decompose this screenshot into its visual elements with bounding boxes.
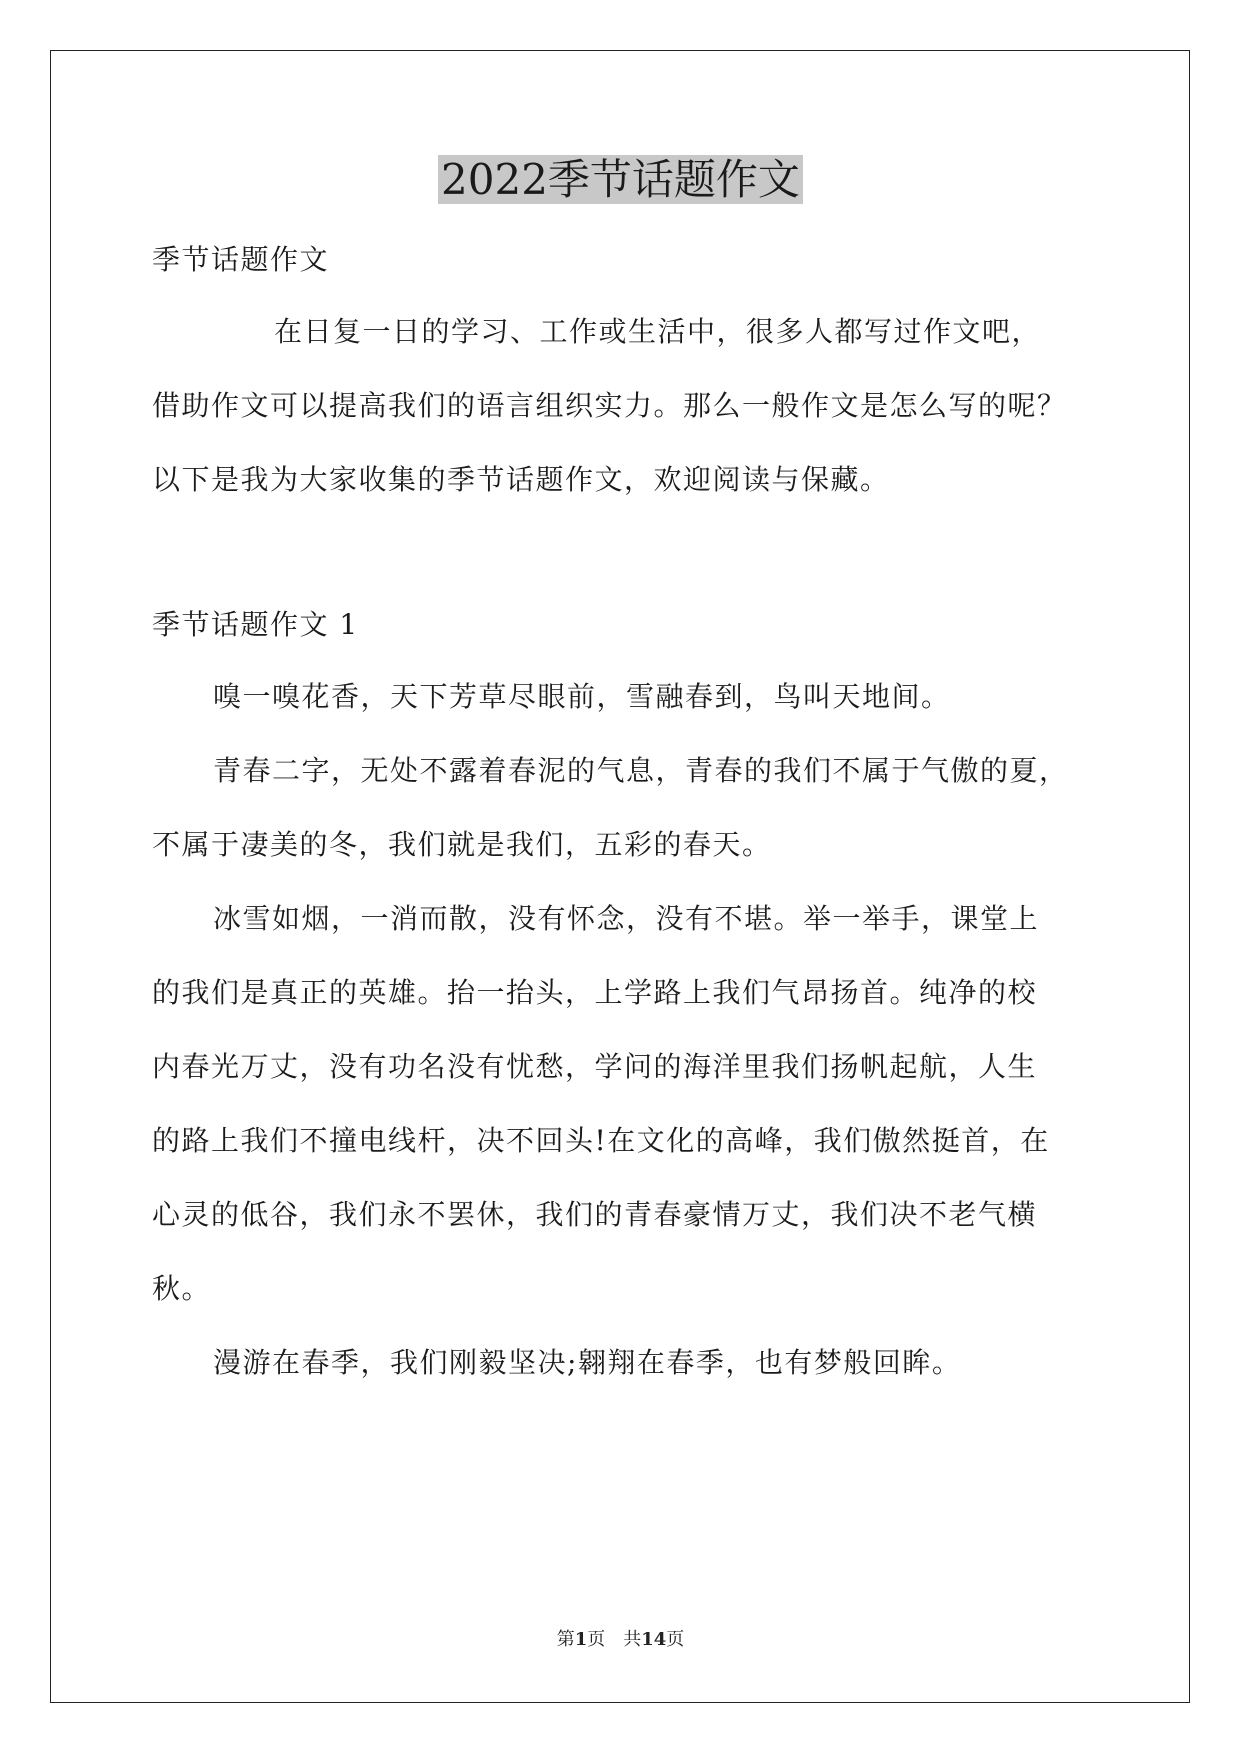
footer-page-total: 14 bbox=[641, 1629, 667, 1650]
body-line-9: 秋。 bbox=[152, 1272, 212, 1305]
page-border bbox=[50, 50, 1190, 1703]
subtitle: 季节话题作文 bbox=[152, 243, 330, 276]
footer-page-current: 1 bbox=[574, 1629, 588, 1650]
page-footer bbox=[0, 1628, 1241, 1652]
footer-suffix: 页 bbox=[666, 1629, 685, 1650]
intro-line-2: 借助作文可以提高我们的语言组织实力。那么一般作文是怎么写的呢？ bbox=[152, 389, 1067, 422]
body-line-6: 内春光万丈，没有功名没有忧愁，学问的海洋里我们扬帆起航，人生 bbox=[152, 1050, 1038, 1083]
section-heading: 季节话题作文 1 bbox=[152, 608, 359, 641]
body-line-10: 漫游在春季，我们刚毅坚决;翱翔在春季，也有梦般回眸。 bbox=[213, 1346, 962, 1379]
body-line-7: 的路上我们不撞电线杆，决不回头!在文化的高峰，我们傲然挺首，在 bbox=[152, 1124, 1050, 1157]
body-line-5: 的我们是真正的英雄。抬一抬头，上学路上我们气昂扬首。纯净的校 bbox=[152, 976, 1038, 1009]
intro-line-1: 在日复一日的学习、工作或生活中，很多人都写过作文吧， bbox=[274, 315, 1042, 348]
document-title-text: 2022季节话题作文 bbox=[438, 155, 803, 204]
body-line-4: 冰雪如烟，一消而散，没有怀念，没有不堪。举一举手，课堂上 bbox=[213, 902, 1040, 935]
body-line-8: 心灵的低谷，我们永不罢休，我们的青春豪情万丈，我们决不老气横 bbox=[152, 1198, 1038, 1231]
document-title bbox=[0, 152, 1241, 208]
body-line-3: 不属于凄美的冬，我们就是我们，五彩的春天。 bbox=[152, 828, 772, 861]
body-line-1: 嗅一嗅花香，天下芳草尽眼前，雪融春到，鸟叫天地间。 bbox=[213, 680, 951, 713]
intro-line-3: 以下是我为大家收集的季节话题作文，欢迎阅读与保藏。 bbox=[152, 463, 890, 496]
footer-prefix: 第 bbox=[556, 1629, 575, 1650]
body-line-2: 青春二字，无处不露着春泥的气息，青春的我们不属于气傲的夏， bbox=[213, 754, 1069, 787]
footer-mid: 页 共 bbox=[587, 1629, 642, 1650]
